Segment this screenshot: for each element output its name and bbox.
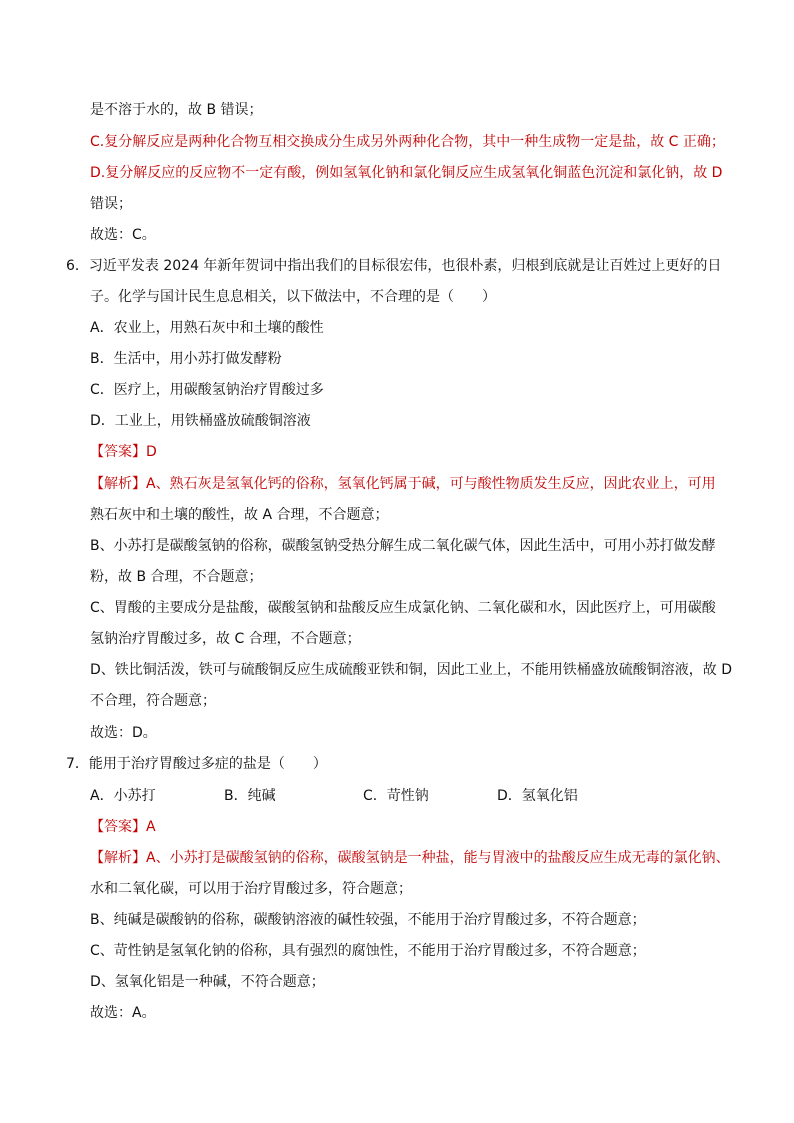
answer-label: 【答案】A xyxy=(90,819,156,835)
analysis-text: 氢钠治疗胃酸过多，故 C 合理，不合题意； xyxy=(90,631,361,647)
option-b: B．生活中，用小苏打做发酵粉 xyxy=(90,351,282,367)
choose-text: 故选：A。 xyxy=(90,1005,156,1021)
analysis-text: 熟石灰中和土壤的酸性，故 A 合理，不合题意； xyxy=(90,507,389,523)
option-b: B．纯碱 xyxy=(224,788,276,804)
analysis-text: D、铁比铜活泼，铁可与硫酸铜反应生成硫酸亚铁和铜，因此工业上，不能用铁桶盛放硫酸铜溶液，故 D xyxy=(90,662,733,678)
analysis-text: 不合理，符合题意； xyxy=(90,693,216,709)
analysis-text: 【解析】A、小苏打是碳酸氢钠的俗称，碳酸氢钠是一种盐，能与胃液中的盐酸反应生成无毒的氯化钠、 xyxy=(90,850,730,866)
choose-text: 故选：C。 xyxy=(90,227,156,243)
question-stem: 6．习近平发表 2024 年新年贺词中指出我们的目标很宏伟，也很朴素，归根到底就是让百姓过上更好的日 xyxy=(66,258,722,274)
option-c: C．医疗上，用碳酸氢钠治疗胃酸过多 xyxy=(90,382,324,398)
analysis-text: 是不溶于水的，故 B 错误； xyxy=(90,102,263,118)
analysis-text: D.复分解反应的反应物不一定有酸，例如氢氧化钠和氯化铜反应生成氢氧化铜蓝色沉淀和氯化钠，故 D xyxy=(90,165,723,181)
analysis-text: C、胃酸的主要成分是盐酸，碳酸氢钠和盐酸反应生成氯化钠、二氧化碳和水，因此医疗上，可用碳酸 xyxy=(90,600,716,616)
option-d: D．工业上，用铁桶盛放硫酸铜溶液 xyxy=(90,413,311,429)
option-a: A．小苏打 xyxy=(90,788,156,804)
choose-text: 故选：D。 xyxy=(90,725,157,741)
analysis-text: 错误； xyxy=(90,196,132,212)
analysis-text: B、纯碱是碳酸钠的俗称，碳酸钠溶液的碱性较强，不能用于治疗胃酸过多，不符合题意； xyxy=(90,912,646,928)
option-c: C．苛性钠 xyxy=(363,788,429,804)
option-a: A．农业上，用熟石灰中和土壤的酸性 xyxy=(90,320,324,336)
analysis-text: C.复分解反应是两种化合物互相交换成分生成另外两种化合物，其中一种生成物一定是盐，故 C 正确； xyxy=(90,134,725,150)
analysis-text: D、氢氧化铝是一种碱，不符合题意； xyxy=(90,974,325,990)
analysis-text: 【解析】A、熟石灰是氢氧化钙的俗称，氢氧化钙属于碱，可与酸性物质发生反应，因此农业上，可用 xyxy=(90,476,716,492)
question-stem: 7．能用于治疗胃酸过多症的盐是（ ） xyxy=(66,756,327,772)
option-d: D．氢氧化铝 xyxy=(497,788,578,804)
analysis-text: 粉，故 B 合理，不合题意； xyxy=(90,569,263,585)
analysis-text: 水和二氧化碳，可以用于治疗胃酸过多，符合题意； xyxy=(90,881,412,897)
question-stem: 子。化学与国计民生息息相关，以下做法中，不合理的是（ ） xyxy=(90,289,496,305)
analysis-text: B、小苏打是碳酸氢钠的俗称，碳酸氢钠受热分解生成二氧化碳气体，因此生活中，可用小苏打做发酵 xyxy=(90,538,716,554)
answer-label: 【答案】D xyxy=(90,444,157,460)
analysis-text: C、苛性钠是氢氧化钠的俗称，具有强烈的腐蚀性，不能用于治疗胃酸过多，不符合题意； xyxy=(90,943,646,959)
